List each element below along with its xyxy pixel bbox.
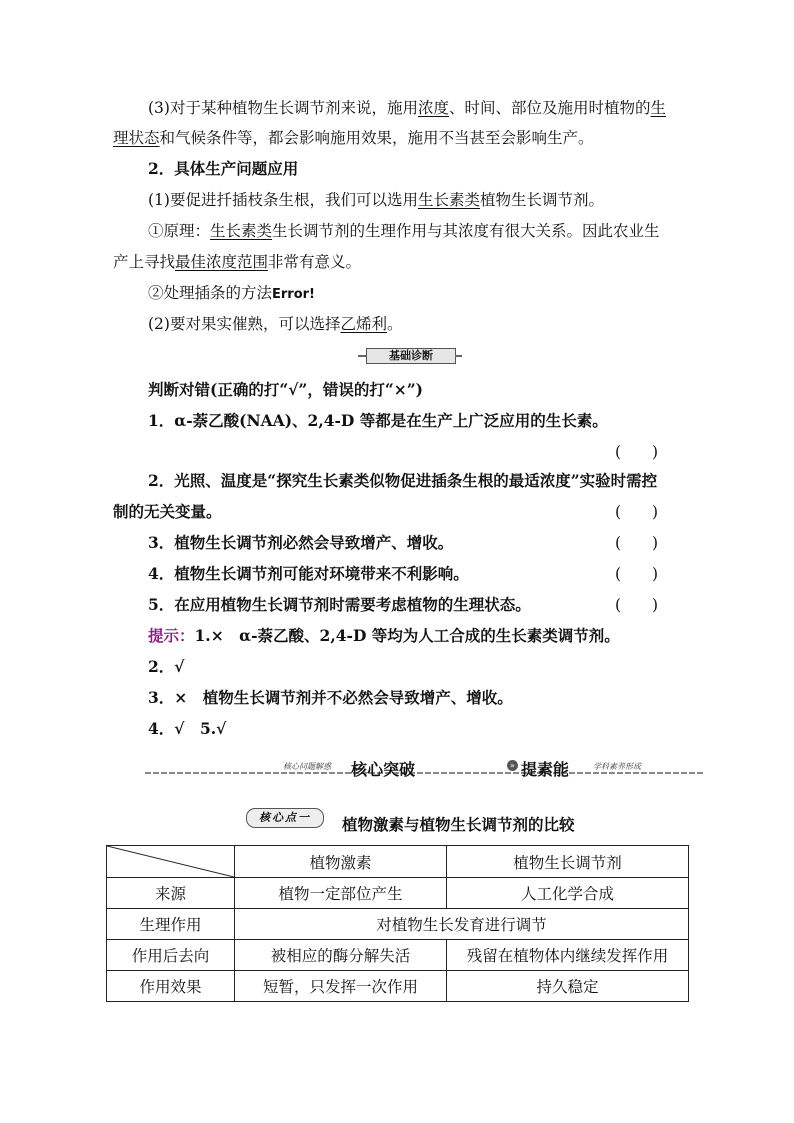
error-text: Error!	[272, 287, 315, 302]
quiz-item-2: 2．光照、温度是“探究生长素类似物促进插条生根的最适浓度”实验时需控	[148, 471, 658, 490]
text: 非常有意义。	[268, 253, 362, 271]
answer-blank: ( )	[615, 596, 659, 614]
text: 和气候条件等，都会影响施用效果，施用不当甚至会影响生产。	[159, 129, 594, 147]
paragraph-principle	[148, 221, 660, 241]
row-label: 作用后去向	[107, 940, 235, 971]
banner-left-caption: 核心问题解惑	[283, 762, 331, 771]
core-point-tag: 核心点一	[246, 808, 324, 828]
table-header-row	[107, 846, 689, 878]
answer-2: 2．√	[148, 657, 185, 676]
answer-1	[148, 626, 620, 646]
banner-right-caption: 学科素养形成	[593, 762, 641, 771]
banner-improve: 提素能	[521, 760, 570, 779]
answer-blank: ( )	[615, 503, 659, 521]
hint-label: 提示：	[148, 626, 195, 645]
text: (1)要促进扦插枝条生根，我们可以选用	[148, 191, 418, 209]
row-label: 作用效果	[107, 971, 235, 1002]
table-cell: 持久稳定	[447, 971, 689, 1002]
diagonal-line	[107, 846, 234, 877]
table-cell: 植物一定部位产生	[235, 878, 447, 909]
text: ②处理插条的方法	[148, 284, 273, 302]
underlined-term: 生	[650, 99, 667, 117]
underlined-term: 最佳浓度范围	[175, 253, 269, 271]
badge-label: 基础诊断	[366, 348, 456, 364]
banner-rule	[145, 772, 705, 774]
text: 、时间、部位及施用时植物的	[448, 99, 651, 117]
paragraph-method	[148, 283, 315, 305]
paragraph-rooting	[148, 190, 604, 210]
table-row	[107, 878, 689, 909]
answer-blank: ( )	[615, 565, 659, 583]
table-cell: 被相应的酶分解失活	[235, 940, 447, 971]
answer-blank: ( )	[615, 534, 659, 552]
heading-2: 2．具体生产问题应用	[148, 159, 299, 178]
table-cell: 残留在植物体内继续发挥作用	[447, 940, 689, 971]
underlined-term: 生长素类	[417, 191, 480, 209]
text: ①原理：	[148, 222, 211, 240]
quiz-item-1: 1．α-萘乙酸(NAA)、2,4-D 等都是在生产上广泛应用的生长素。	[148, 411, 608, 430]
table-row	[107, 971, 689, 1002]
table-row	[107, 909, 689, 940]
underlined-term: 乙烯利	[340, 315, 387, 333]
table-row	[107, 940, 689, 971]
underlined-term: 浓度	[417, 99, 449, 117]
text: 生长调节剂的生理作用与其浓度有很大关系。因此农业生	[272, 222, 660, 240]
core-breakthrough-banner	[145, 757, 705, 777]
badge-bar-left	[358, 355, 366, 357]
table-cell: 对植物生长发育进行调节	[235, 909, 689, 940]
row-label: 生理作用	[107, 909, 235, 940]
comparison-table	[106, 845, 689, 1002]
table-header: 植物生长调节剂	[447, 846, 689, 878]
underlined-term: 生长素类	[210, 222, 273, 240]
text: 植物生长调节剂。	[479, 191, 604, 209]
answer-blank: ( )	[615, 443, 659, 461]
section-title: 植物激素与植物生长调节剂的比较	[342, 815, 575, 834]
quiz-item-4: 4．植物生长调节剂可能对环境带来不利影响。	[148, 564, 469, 583]
text: (2)要对果实催熟，可以选择	[148, 315, 341, 333]
answer-3: 3．× 植物生长调节剂并不必然会导致增产、增收。	[148, 688, 513, 707]
paragraph-3-cont	[113, 128, 594, 148]
basic-diagnosis-badge	[358, 348, 462, 364]
paragraph-principle-cont	[113, 252, 361, 272]
row-label: 来源	[107, 878, 235, 909]
arrow-icon: »	[507, 760, 518, 771]
banner-core: 核心突破	[351, 760, 416, 779]
diagonal-header-cell	[107, 846, 235, 878]
table-header: 植物激素	[235, 846, 447, 878]
badge-bar-right	[455, 355, 462, 357]
quiz-item-3: 3．植物生长调节剂必然会导致增产、增收。	[148, 533, 454, 552]
text: 产上寻找	[113, 253, 176, 271]
answer-text: 1.× α-萘乙酸、2,4-D 等均为人工合成的生长素类调节剂。	[194, 626, 620, 645]
table-cell: 人工化学合成	[447, 878, 689, 909]
answer-4: 4．√ 5.√	[148, 719, 227, 738]
paragraph-3	[148, 98, 666, 118]
underlined-term: 理状态	[113, 129, 160, 147]
quiz-item-2-cont: 制的无关变量。	[113, 502, 222, 521]
quiz-instruction: 判断对错(正确的打“√”，错误的打“×”)	[148, 380, 424, 399]
text: (3)对于某种植物生长调节剂来说，施用	[148, 99, 418, 117]
table-cell: 短暂，只发挥一次作用	[235, 971, 447, 1002]
text: 。	[386, 315, 403, 333]
paragraph-ripening	[148, 314, 403, 334]
quiz-item-5: 5．在应用植物生长调节剂时需要考虑植物的生理状态。	[148, 595, 531, 614]
